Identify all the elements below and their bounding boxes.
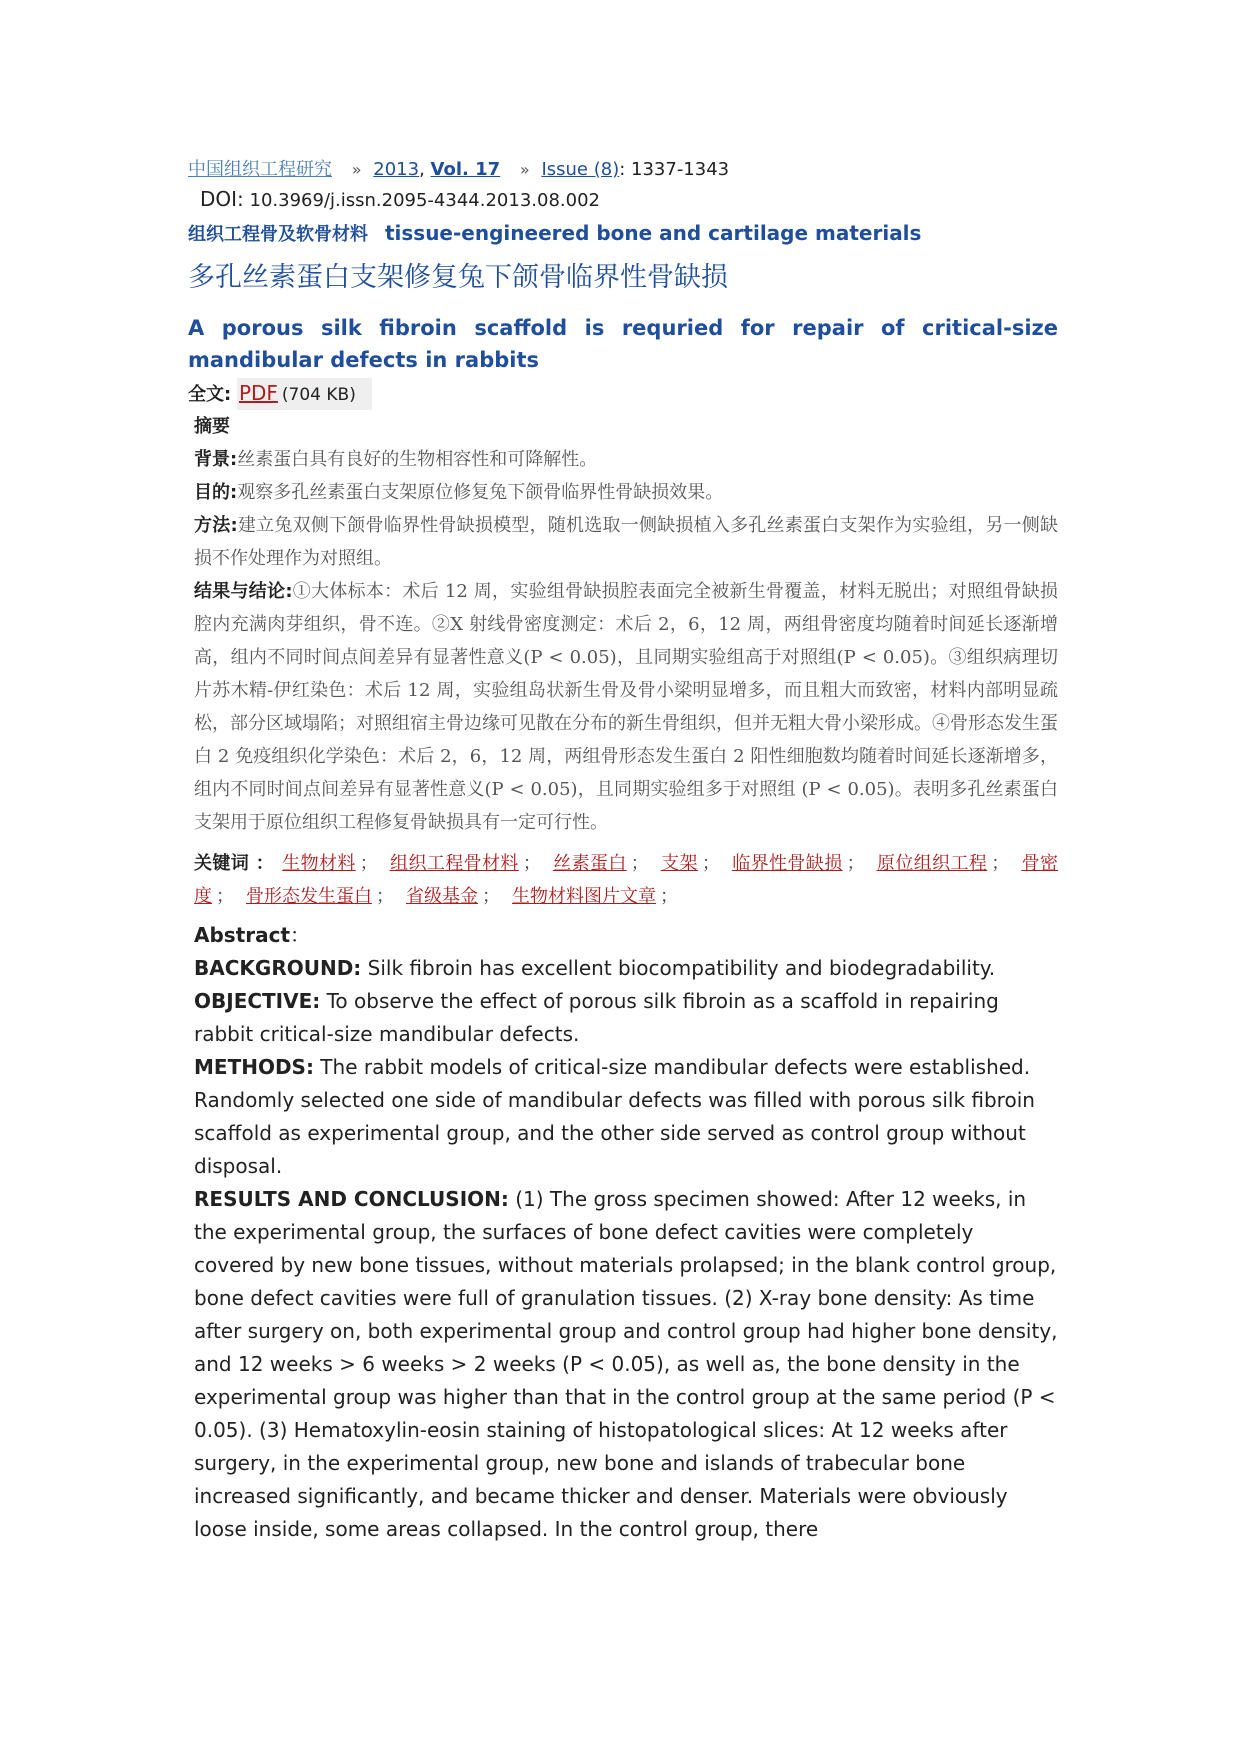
background-label-en: BACKGROUND: (194, 956, 362, 980)
objective-text-en: To observe the effect of porous silk fibroin as a scaffold in repairing rabbit critical-size mandibular defects. (194, 989, 999, 1046)
abstract-cn-results (194, 575, 1058, 839)
keyword-separator: ； (991, 853, 1010, 874)
keyword-link[interactable]: 骨密度 (194, 853, 1059, 907)
keyword-separator: ； (482, 886, 500, 907)
doi-label: DOI: (200, 187, 244, 211)
abstract-cn (194, 410, 1058, 839)
keyword-link[interactable]: 生物材料图片文章 (512, 886, 656, 907)
keyword-separator: ； (630, 853, 649, 874)
issue-link[interactable]: Issue (8) (541, 159, 620, 180)
abstract-en-heading: Abstract (194, 923, 291, 947)
year-link[interactable]: 2013 (373, 159, 420, 180)
results-text: ①大体标本：术后 12 周，实验组骨缺损腔表面完全被新生骨覆盖，材料无脱出；对照组骨缺损腔内充满肉芽组织，骨不连。②X 射线骨密度测定：术后 2，6，12 周，两组骨密度均随着时间延长逐渐增高，组内不同时间点间差异有显著性意义(P < 0.05)，且同期实验组高于对照组(P < 0.05)。③组织病理切片苏木精-伊红染色：术后 12 周，实验组岛状新生骨及骨小梁明显增多，而且粗大而致密，材料内部明显疏松，部分区域塌陷；对照组宿主骨边缘可见散在分布的新生骨组织，但并无粗大骨小梁形成。④骨形态发生蛋白 2 免疫组织化学染色：术后 2，6，12 周，两组骨形态发生蛋白 2 阳性细胞数均随着时间延长逐渐增多，组内不同时间点间差异有显著性意义(P < 0.05)，且同期实验组多于对照组 (P < 0.05)。表明多孔丝素蛋白支架用于原位组织工程修复骨缺损具有一定可行性。 (194, 581, 1059, 833)
keyword-link[interactable]: 支架 (660, 853, 698, 874)
objective-text: 观察多孔丝素蛋白支架原位修复兔下颌骨临界性骨缺损效果。 (237, 482, 724, 503)
page-range: : 1337-1343 (619, 159, 730, 180)
keyword-link[interactable]: 骨形态发生蛋白 (246, 886, 372, 907)
doi-line (200, 184, 1058, 216)
background-label: 背景: (194, 449, 238, 470)
methods-label: 方法: (194, 515, 238, 536)
methods-text-en: The rabbit models of critical-size mandibular defects were established. Randomly selected one side of mandibular defects was filled with porous silk fibroin scaffold as experimental group, and the other side served as control group without disposal. (194, 1055, 1035, 1178)
keyword-separator: ； (522, 853, 541, 874)
keyword-link[interactable]: 生物材料 (282, 853, 356, 874)
doi-value: 10.3969/j.issn.2095-4344.2013.08.002 (249, 190, 600, 211)
abstract-en-heading-line (194, 919, 1058, 952)
methods-text: 建立兔双侧下颌骨临界性骨缺损模型，随机选取一侧缺损植入多孔丝素蛋白支架作为实验组，另一侧缺损不作处理作为对照组。 (194, 515, 1059, 569)
title-cn: 多孔丝素蛋白支架修复兔下颌骨临界性骨缺损 (188, 262, 728, 293)
breadcrumb-separator: » (519, 160, 530, 179)
methods-label-en: METHODS: (194, 1055, 314, 1079)
abstract-en-results (194, 1183, 1058, 1546)
keyword-separator: ； (846, 853, 865, 874)
keyword-separator: ； (660, 886, 678, 907)
abstract-cn-heading: 摘要 (194, 416, 230, 437)
background-text: 丝素蛋白具有良好的生物相容性和可降解性。 (237, 449, 598, 470)
title-en: A porous silk fibroin scaffold is requried for repair of critical-size mandibular defects in rabbits (188, 316, 1058, 372)
abstract-en-background (194, 952, 1058, 985)
keyword-separator: ； (701, 853, 720, 874)
volume-link[interactable]: Vol. 17 (430, 159, 501, 180)
pdf-size: (704 KB) (281, 385, 356, 405)
abstract-cn-methods (194, 509, 1058, 575)
journal-link[interactable]: 中国组织工程研究 (188, 159, 332, 180)
fulltext-label: 全文: (188, 384, 232, 405)
article-page (188, 156, 1058, 1546)
background-text-en: Silk fibroin has excellent biocompatibility and biodegradability. (361, 956, 996, 980)
breadcrumb-separator: » (351, 160, 362, 179)
keyword-separator: ； (359, 853, 378, 874)
keyword-link[interactable]: 丝素蛋白 (552, 853, 627, 874)
abstract-en-heading-colon: ： (290, 923, 311, 947)
abstract-cn-objective (194, 476, 1058, 509)
breadcrumb (188, 156, 1058, 184)
pdf-link[interactable]: PDF (238, 381, 278, 405)
breadcrumb-comma: , (419, 159, 425, 180)
keyword-separator: ； (376, 886, 394, 907)
keyword-link[interactable]: 原位组织工程 (876, 853, 988, 874)
keywords (194, 847, 1058, 913)
keywords-label: 关键词 ： (194, 853, 275, 874)
abstract-en (194, 919, 1058, 1546)
fulltext-line (188, 378, 1058, 410)
abstract-en-methods (194, 1051, 1058, 1183)
results-label: 结果与结论: (194, 581, 293, 602)
keyword-link[interactable]: 省级基金 (406, 886, 478, 907)
keyword-link[interactable]: 临界性骨缺损 (731, 853, 843, 874)
results-text-en: (1) The gross specimen showed: After 12 weeks, in the experimental group, the surfaces of bone defect cavities were completely covered by new bone tissues, without materials prolapsed; in the blank control group, bone defect cavities were full of granulation tissues. (2) X-ray bone density: As time after surgery on, both experimental group and control group had higher bone density, and 12 weeks > 6 weeks > 2 weeks (P < 0.05), as well as, the bone density in the experimental group was higher than that in the control group at the same period (P < 0.05). (3) Hematoxylin-eosin staining of histopatological slices: At 12 weeks after surgery, in the experimental group, new bone and islands of trabecular bone increased significantly, and became thicker and denser. Materials were obviously loose inside, some areas collapsed. In the control group, there (194, 1187, 1058, 1541)
abstract-en-objective (194, 985, 1058, 1051)
category-cn: 组织工程骨及软骨材料 (188, 224, 368, 245)
results-label-en: RESULTS AND CONCLUSION: (194, 1187, 509, 1211)
objective-label: 目的: (194, 482, 238, 503)
objective-label-en: OBJECTIVE: (194, 989, 321, 1013)
category-en: tissue-engineered bone and cartilage materials (384, 221, 922, 245)
pdf-download (237, 378, 372, 410)
keyword-list (194, 853, 1058, 907)
article-category (188, 216, 1058, 252)
keyword-link[interactable]: 组织工程骨材料 (389, 853, 519, 874)
keyword-separator: ； (216, 886, 234, 907)
abstract-cn-background (194, 443, 1058, 476)
